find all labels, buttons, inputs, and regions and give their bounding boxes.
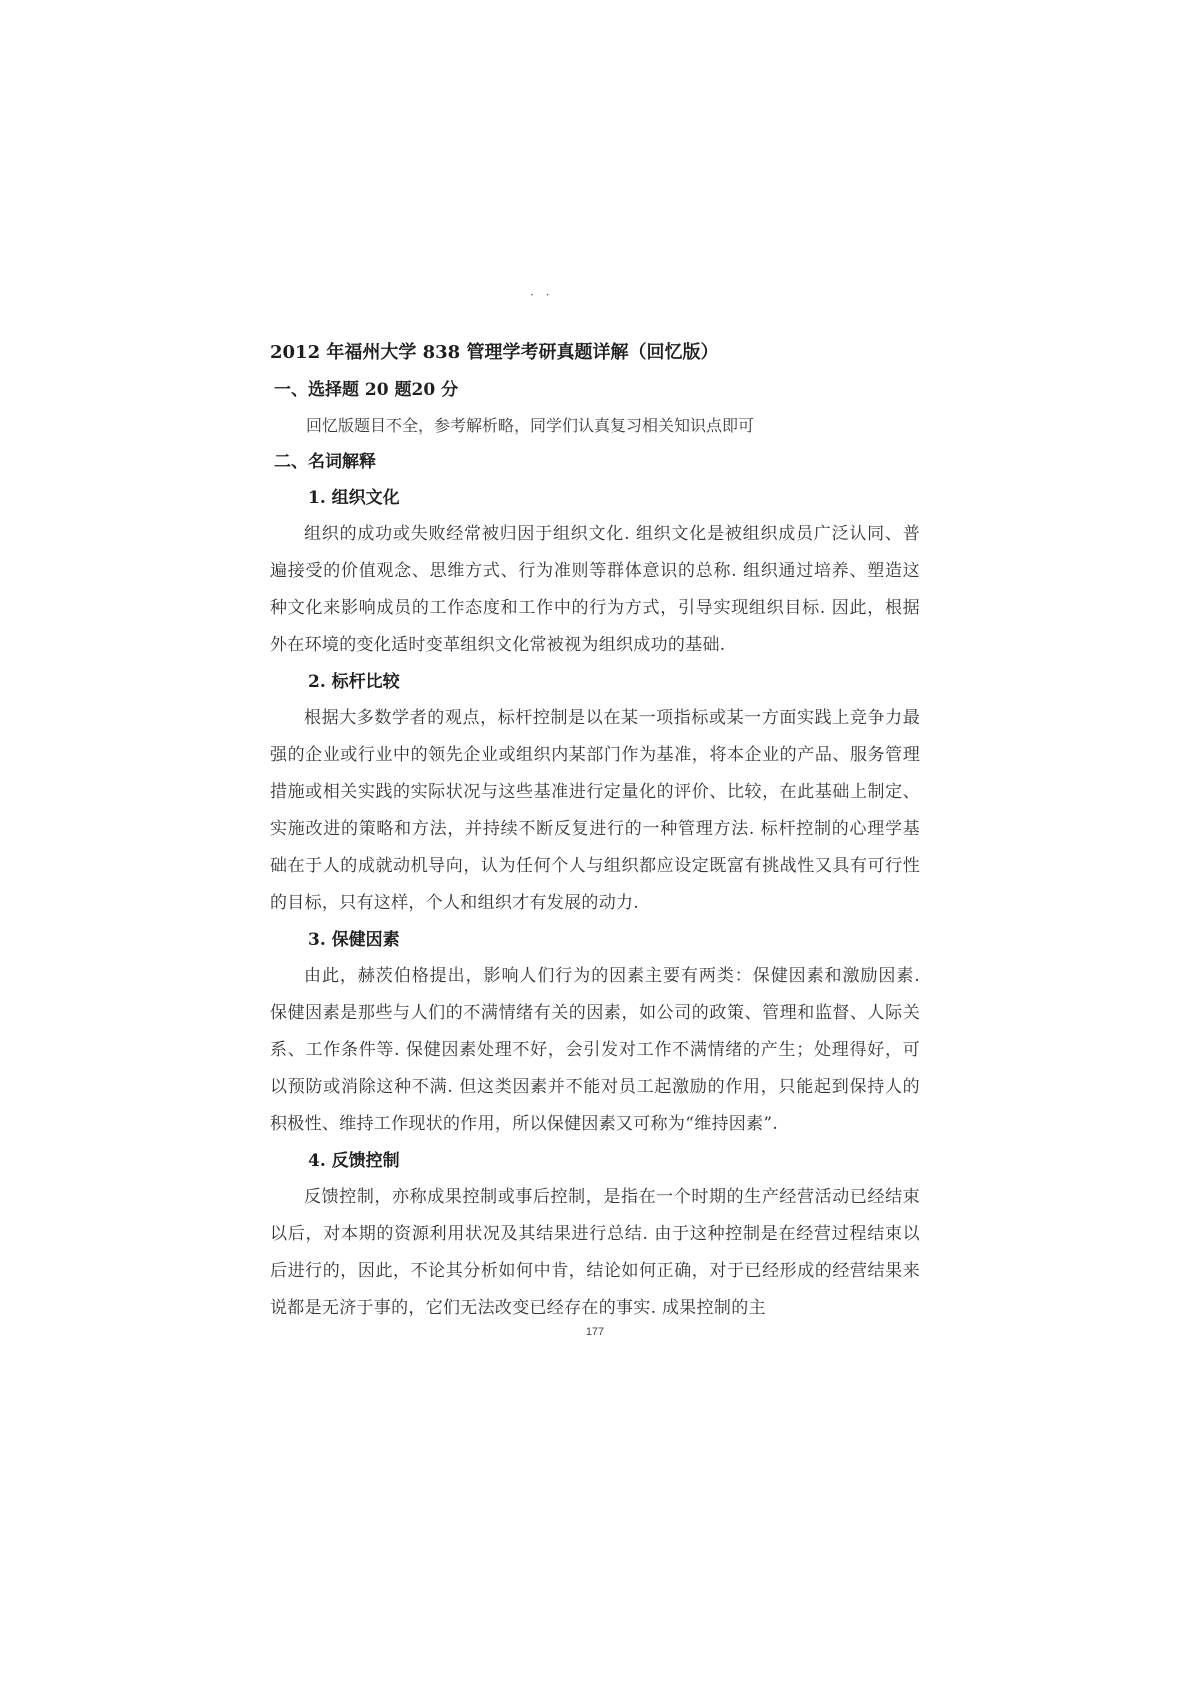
section-note: 回忆版题目不全，参考解析略，同学们认真复习相关知识点即可 <box>306 416 755 435</box>
term-paragraph-organizational-culture: 组织的成功或失败经常被归因于组织文化. 组织文化是被组织成员广泛认同、普遍接受的价值观念、思维方式、行为准则等群体意识的总称. 组织通过培养、塑造这种文化来影响成员的工作态度和工作中的行为方式，引导实现组织目标. 因此，根据外在环境的变化适时变革组织文化常被视为组织成功的基础. <box>270 524 920 655</box>
term-heading-hygiene-factors: 3. 保健因素 <box>308 930 400 950</box>
document-title: 2012 年福州大学 838 管理学考研真题详解（回忆版） <box>270 342 719 363</box>
section-heading-choice: 一、选择题 20 题20 分 <box>274 380 459 400</box>
term-paragraph-feedback-control: 反馈控制，亦称成果控制或事后控制，是指在一个时期的生产经营活动已经结束以后，对本期的资源利用状况及其结果进行总结. 由于这种控制是在经营过程结束以后进行的，因此，不论其分析如何中肯，结论如何正确，对于已经形成的经营结果来说都是无济于事的，它们无法改变已经存在的事实. 成果控制的主 <box>270 1187 920 1318</box>
term-paragraph-hygiene-factors: 由此，赫茨伯格提出，影响人们行为的因素主要有两类：保健因素和激励因素. 保健因素是那些与人们的不满情绪有关的因素，如公司的政策、管理和监督、人际关系、工作条件等. 保健因素处理不好，会引发对工作不满情绪的产生；处理得好，可以预防或消除这种不满. 但这类因素并不能对员工起激励的作用，只能起到保持人的积极性、维持工作现状的作用，所以保健因素又可称为“维持因素”. <box>270 966 920 1134</box>
term-heading-benchmarking: 2. 标杆比较 <box>308 672 400 692</box>
top-mark: · · <box>530 288 554 302</box>
term-paragraph-benchmarking: 根据大多数学者的观点，标杆控制是以在某一项指标或某一方面实践上竞争力最强的企业或行业中的领先企业或组织内某部门作为基准，将本企业的产品、服务管理措施或相关实践的实际状况与这些基准进行定量化的评价、比较，在此基础上制定、实施改进的策略和方法，并持续不断反复进行的一种管理方法. 标杆控制的心理学基础在于人的成就动机导向，认为任何个人与组织都应设定既富有挑战性又具有可行性的目标，只有这样，个人和组织才有发展的动力. <box>270 708 920 913</box>
page-number: 177 <box>585 1326 605 1338</box>
section-heading-terms: 二、名词解释 <box>274 452 376 472</box>
document-body <box>270 372 920 1327</box>
term-heading-feedback-control: 4. 反馈控制 <box>308 1151 400 1171</box>
term-heading-organizational-culture: 1. 组织文化 <box>308 488 400 508</box>
